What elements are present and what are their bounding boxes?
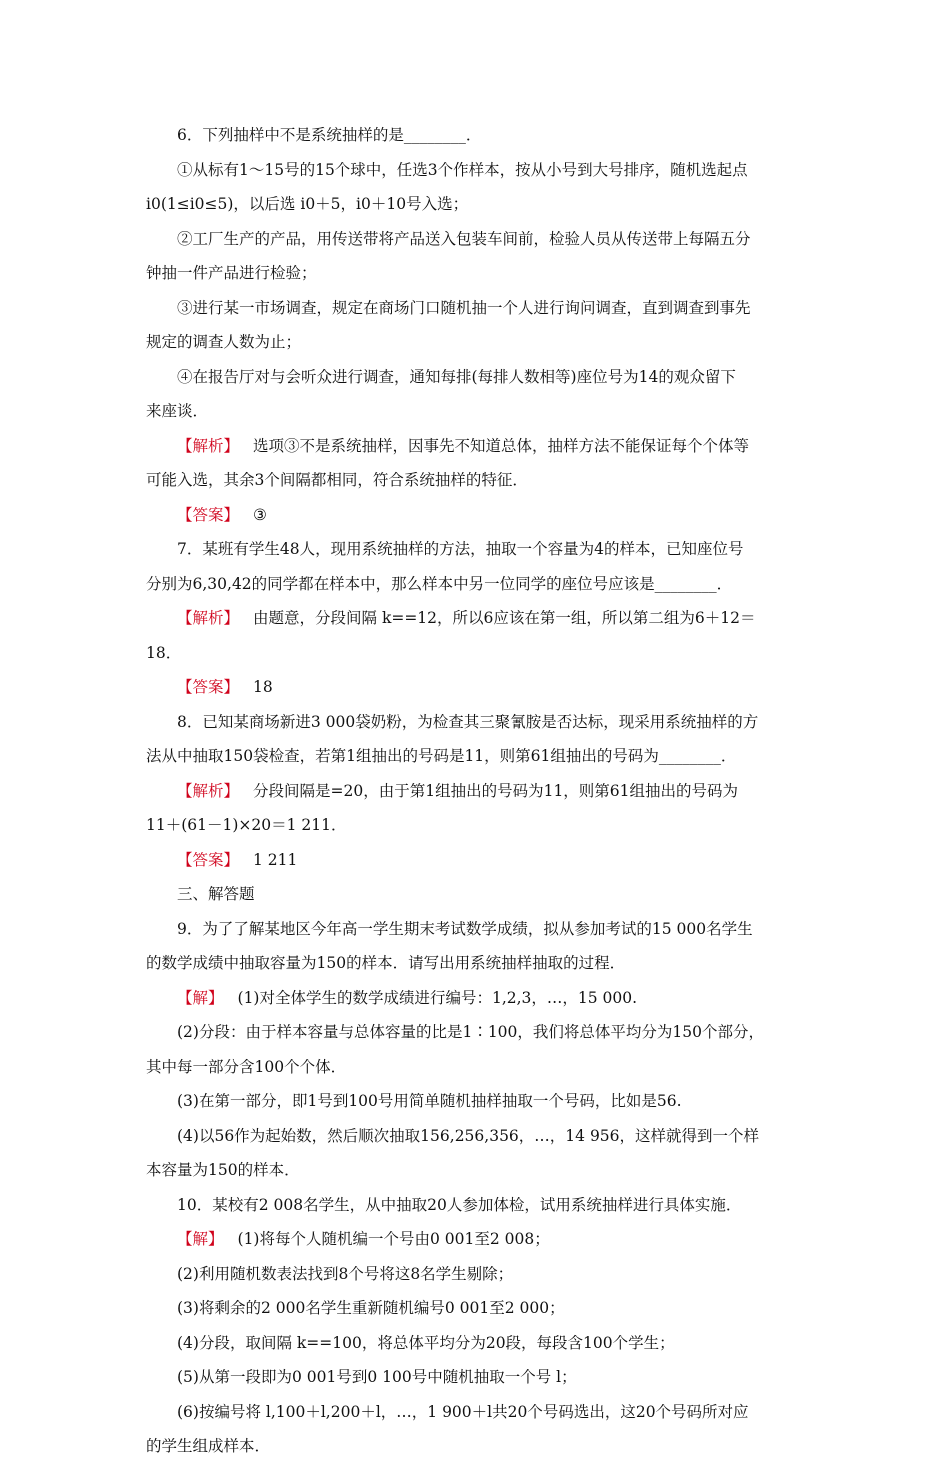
- q7-analysis-line2: 18．: [146, 643, 182, 662]
- q8-stem-line2: 法从中抽取150袋检查，若第1组抽出的号码是11，则第61组抽出的号码为________．: [146, 747, 737, 765]
- q6-answer-text: ③: [253, 505, 267, 524]
- q7-analysis-text: 由题意，分段间隔 k==12，所以6应该在第一组，所以第二组为6＋12＝: [253, 609, 756, 627]
- solution-tag: 【解】: [177, 1230, 224, 1248]
- q6-option4-line1: ④在报告厅对与会听众进行调查，通知每排(每排人数相等)座位号为14的观众留下: [177, 367, 736, 386]
- q7-stem-line2: 分别为6,30,42的同学都在样本中，那么样本中另一位同学的座位号应该是________．: [146, 574, 733, 593]
- q10-step2: (2)利用随机数表法找到8个号将这8名学生剔除；: [177, 1264, 514, 1283]
- q8-analysis-line2: 11＋(61－1)×20＝1 211．: [146, 816, 347, 834]
- q10-step5: (5)从第一段即为0 001号到0 100号中随机抽取一个号 l；: [177, 1368, 577, 1386]
- q6-option4-line2: 来座谈．: [146, 402, 209, 420]
- q6-analysis: [146, 429, 806, 464]
- answer-tag: 【答案】: [177, 850, 240, 869]
- q7-analysis: [146, 601, 806, 636]
- q10-stem: 10．某校有2 008名学生，从中抽取20人参加体检，试用系统抽样进行具体实施．: [177, 1195, 742, 1214]
- q9-step2-line1: (2)分段：由于样本容量与总体容量的比是1∶100，我们将总体平均分为150个部分，: [177, 1023, 764, 1041]
- q8-analysis: [146, 774, 806, 809]
- solution-tag: 【解】: [177, 988, 224, 1007]
- q6-analysis-line2: 可能入选，其余3个间隔都相同，符合系统抽样的特征．: [146, 471, 528, 489]
- q10-solution-step1: [146, 1222, 806, 1257]
- q6-option1-line2: i0(1≤i0≤5)，以后选 i0＋5，i0＋10号入选；: [146, 195, 469, 213]
- analysis-tag: 【解析】: [177, 609, 240, 627]
- q10-step4: (4)分段，取间隔 k==100，将总体平均分为20段，每段含100个学生；: [177, 1333, 675, 1352]
- document-page: [146, 118, 806, 1464]
- q6-option2-line1: ②工厂生产的产品，用传送带将产品送入包装车间前，检验人员从传送带上每隔五分: [177, 229, 751, 248]
- q6-option1-line1: ①从标有1～15号的15个球中，任选3个作样本，按从小号到大号排序，随机选起点: [177, 160, 748, 179]
- q7-answer-text: 18: [253, 678, 273, 696]
- q9-step4-line2: 本容量为150的样本．: [146, 1161, 300, 1179]
- q9-step2-line2: 其中每一部分含100个个体．: [146, 1057, 347, 1076]
- q9-solution-step1: [146, 981, 806, 1016]
- q10-step3: (3)将剩余的2 000名学生重新随机编号0 001至2 000；: [177, 1299, 565, 1317]
- q8-analysis-text: 分段间隔是=20，由于第1组抽出的号码为11，则第61组抽出的号码为: [253, 781, 739, 800]
- q8-answer-text: 1 211: [253, 850, 298, 869]
- answer-tag: 【答案】: [177, 505, 240, 524]
- analysis-tag: 【解析】: [177, 781, 240, 800]
- section-heading: 三、解答题: [177, 885, 255, 903]
- q6-analysis-text: 选项③不是系统抽样，因事先不知道总体，抽样方法不能保证每个个体等: [253, 436, 750, 455]
- q9-stem-line1: 9．为了了解某地区今年高一学生期末考试数学成绩，拟从参加考试的15 000名学生: [177, 919, 753, 938]
- q6-stem: 6．下列抽样中不是系统抽样的是________．: [177, 126, 482, 144]
- q6-option2-line2: 钟抽一件产品进行检验；: [146, 264, 317, 282]
- q10-step1-text: (1)将每个人随机编一个号由0 001至2 008；: [237, 1230, 550, 1248]
- q10-step6-line1: (6)按编号将 l,100＋l,200＋l，…，1 900＋l共20个号码选出，这20个号码所对应: [177, 1402, 749, 1421]
- q6-option3-line1: ③进行某一市场调查，规定在商场门口随机抽一个人进行询问调查，直到调查到事先: [177, 298, 751, 317]
- q9-step1-text: (1)对全体学生的数学成绩进行编号：1,2,3，…，15 000.: [237, 988, 638, 1007]
- q6-answer: [146, 498, 806, 533]
- q7-answer: [146, 670, 806, 705]
- q9-step3: (3)在第一部分，即1号到100号用简单随机抽样抽取一个号码，比如是56.: [177, 1092, 682, 1110]
- q10-step6-line2: 的学生组成样本．: [146, 1437, 271, 1455]
- q9-step4-line1: (4)以56作为起始数，然后顺次抽取156,256,356，…，14 956，这样就得到一个样: [177, 1126, 760, 1145]
- q8-answer: [146, 843, 806, 878]
- answer-tag: 【答案】: [177, 678, 240, 696]
- q7-stem-line1: 7．某班有学生48人，现用系统抽样的方法，抽取一个容量为4的样本，已知座位号: [177, 540, 744, 558]
- q8-stem-line1: 8．已知某商场新进3 000袋奶粉，为检查其三聚氰胺是否达标，现采用系统抽样的方: [177, 712, 759, 731]
- q9-stem-line2: 的数学成绩中抽取容量为150的样本．请写出用系统抽样抽取的过程．: [146, 954, 626, 972]
- analysis-tag: 【解析】: [177, 436, 240, 455]
- q6-option3-line2: 规定的调查人数为止；: [146, 333, 302, 351]
